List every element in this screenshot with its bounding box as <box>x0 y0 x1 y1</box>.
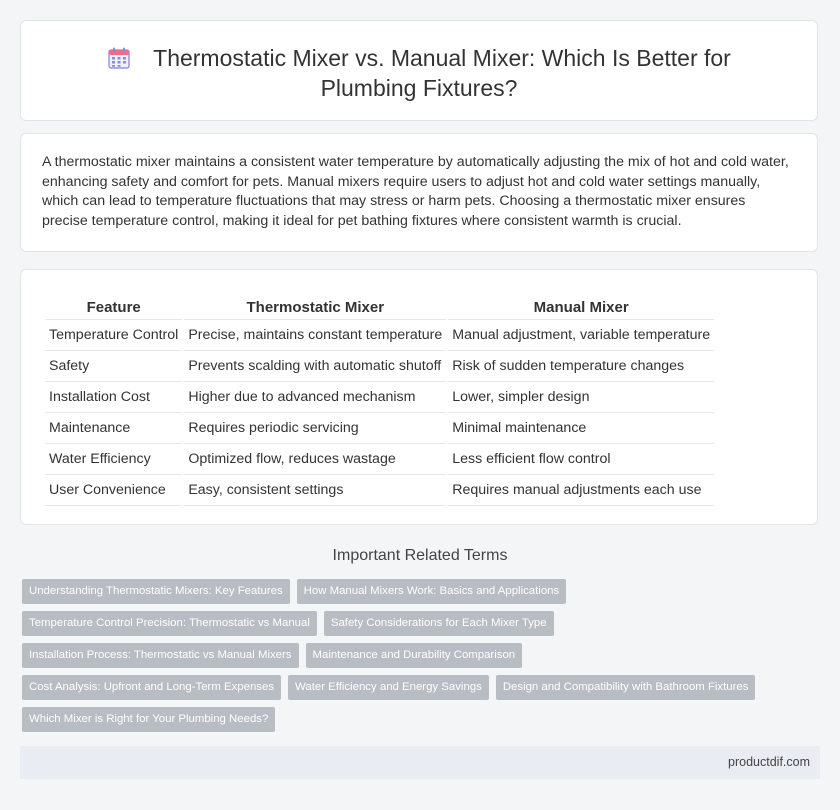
footer-site-link[interactable]: productdif.com <box>728 755 810 769</box>
header-card <box>20 20 818 121</box>
title-line-2: Plumbing Fixtures? <box>320 75 518 101</box>
related-terms-row <box>22 643 802 668</box>
table-cell: Risk of sudden temperature changes <box>448 351 714 382</box>
comparison-table-card <box>20 269 818 525</box>
related-terms-title: Important Related Terms <box>332 547 508 564</box>
table-cell: Manual adjustment, variable temperature <box>448 320 714 351</box>
related-term-link[interactable]: Understanding Thermostatic Mixers: Key Features <box>22 579 290 604</box>
table-row <box>45 413 714 444</box>
column-header: Manual Mixer <box>448 295 714 320</box>
page-title <box>21 43 817 103</box>
table-cell: User Convenience <box>45 475 182 506</box>
table-cell: Requires manual adjustments each use <box>448 475 714 506</box>
table-row <box>45 382 714 413</box>
related-term-link[interactable]: Maintenance and Durability Comparison <box>306 643 523 668</box>
table-cell: Easy, consistent settings <box>184 475 446 506</box>
title-line-1: Thermostatic Mixer vs. Manual Mixer: Which Is Better for <box>153 45 731 71</box>
related-term-link[interactable]: Which Mixer is Right for Your Plumbing Needs? <box>22 707 275 732</box>
table-cell: Maintenance <box>45 413 182 444</box>
column-header: Feature <box>45 295 182 320</box>
table-cell: Optimized flow, reduces wastage <box>184 444 446 475</box>
related-term-link[interactable]: Installation Process: Thermostatic vs Manual Mixers <box>22 643 299 668</box>
table-row <box>45 320 714 351</box>
intro-paragraph: A thermostatic mixer maintains a consistent water temperature by automatically adjusting the mix of hot and cold water, enhancing safety and comfort for pets. Manual mixers require users to adjust hot and cold water settings manually, which can lead to temperature fluctuations that may stress or harm pets. Choosing a thermostatic mixer ensures precise temperature control, making it ideal for pet bathing fixtures where consistent warmth is crucial. <box>42 154 789 229</box>
intro-card <box>20 133 818 252</box>
table-cell: Precise, maintains constant temperature <box>184 320 446 351</box>
calendar-icon <box>107 46 131 70</box>
table-row <box>45 475 714 506</box>
table-row <box>45 444 714 475</box>
table-cell: Minimal maintenance <box>448 413 714 444</box>
table-cell: Installation Cost <box>45 382 182 413</box>
related-terms <box>22 579 802 739</box>
related-term-link[interactable]: Water Efficiency and Energy Savings <box>288 675 489 700</box>
column-header: Thermostatic Mixer <box>184 295 446 320</box>
related-term-link[interactable]: Safety Considerations for Each Mixer Type <box>324 611 554 636</box>
table-cell: Water Efficiency <box>45 444 182 475</box>
table-cell: Lower, simpler design <box>448 382 714 413</box>
related-terms-row <box>22 611 802 636</box>
table-header-row <box>45 295 714 320</box>
footer <box>20 746 820 779</box>
comparison-table <box>43 295 716 506</box>
related-term-link[interactable]: Temperature Control Precision: Thermostatic vs Manual <box>22 611 317 636</box>
table-row <box>45 351 714 382</box>
related-term-link[interactable]: How Manual Mixers Work: Basics and Applications <box>297 579 567 604</box>
table-cell: Prevents scalding with automatic shutoff <box>184 351 446 382</box>
table-cell: Safety <box>45 351 182 382</box>
related-term-link[interactable]: Cost Analysis: Upfront and Long-Term Expenses <box>22 675 281 700</box>
related-terms-row <box>22 675 802 700</box>
table-cell: Temperature Control <box>45 320 182 351</box>
table-cell: Higher due to advanced mechanism <box>184 382 446 413</box>
related-term-link[interactable]: Design and Compatibility with Bathroom Fixtures <box>496 675 756 700</box>
table-cell: Less efficient flow control <box>448 444 714 475</box>
related-terms-row <box>22 579 802 604</box>
table-cell: Requires periodic servicing <box>184 413 446 444</box>
related-terms-row <box>22 707 802 732</box>
